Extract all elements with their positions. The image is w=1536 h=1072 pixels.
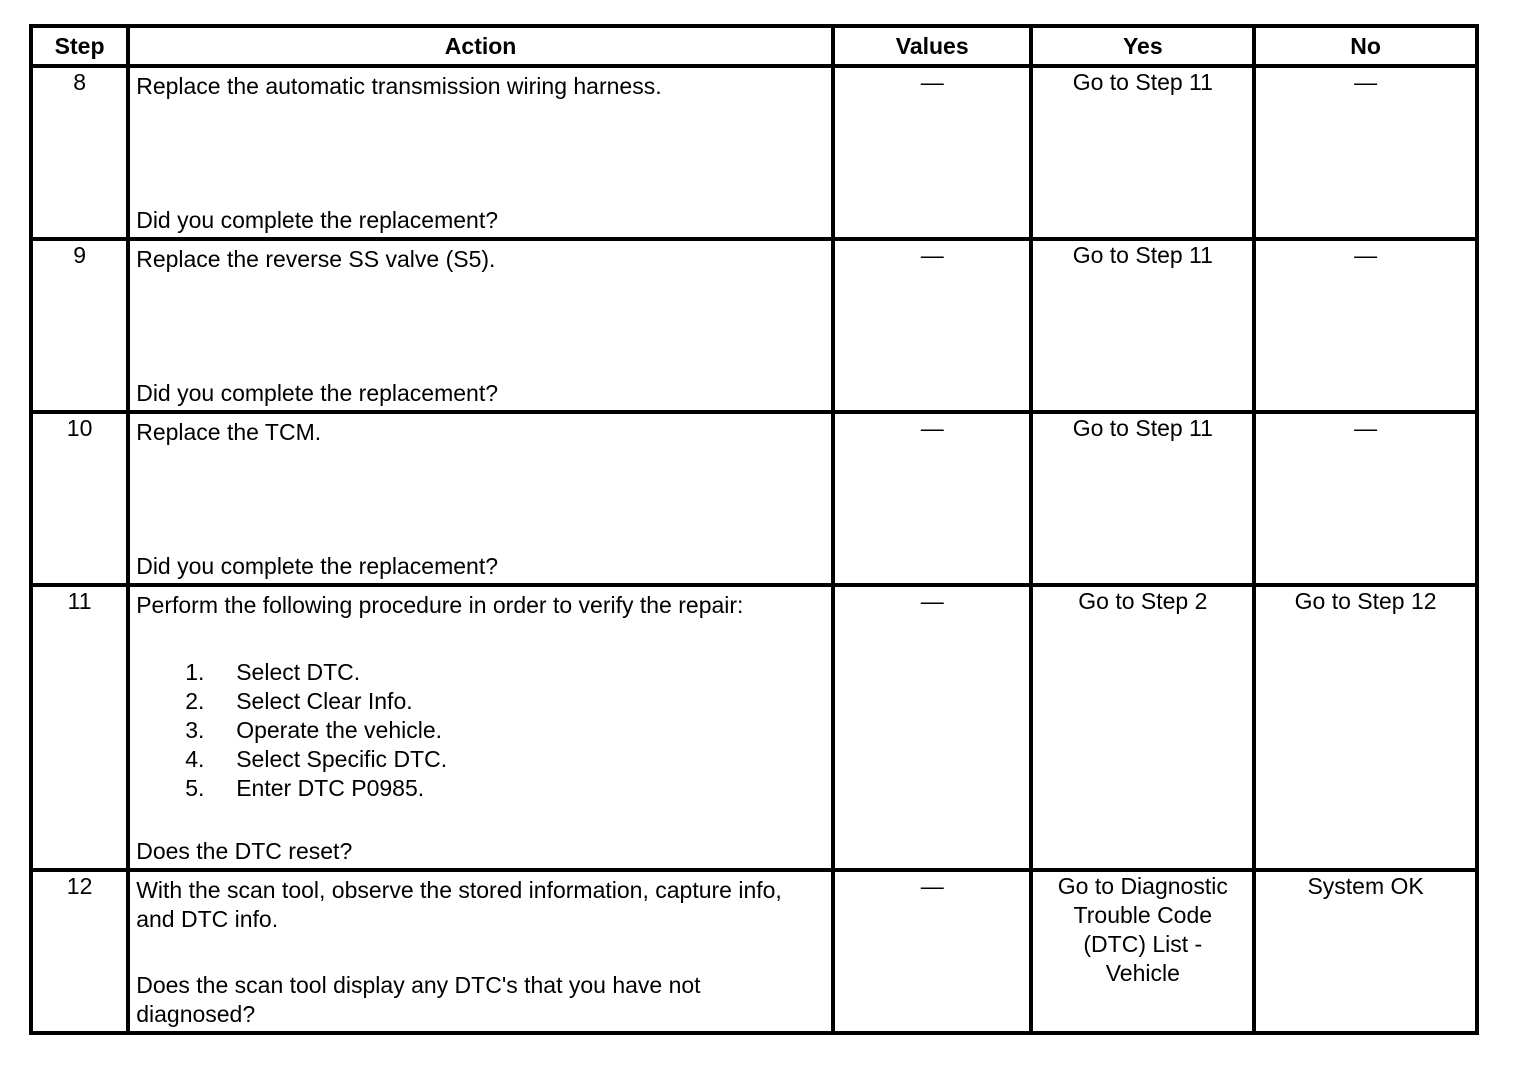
yes-cell [1031,870,1254,1033]
yes-cell: Go to Step 11 [1031,239,1254,412]
action-question: Did you complete the replacement? [136,553,499,579]
procedure-text: Select Specific DTC. [236,746,448,772]
procedure-number: 2. [185,688,205,714]
values-cell: — [833,870,1031,1033]
procedure-text: Select DTC. [236,659,361,685]
action-instruction: Perform the following procedure in order to verify the repair: [136,592,744,618]
table-row-step-12 [31,870,1477,1033]
procedure-text: Enter DTC P0985. [236,775,425,801]
header-action: Action [128,26,833,66]
no-cell: — [1254,66,1477,239]
step-number: 11 [31,585,128,870]
procedure-item [185,716,825,745]
yes-text: Go to Diagnostic Trouble Code (DTC) List - Vehicle [1057,873,1228,986]
step-number: 8 [31,66,128,239]
header-step: Step [31,26,128,66]
action-instruction: Replace the TCM. [136,419,322,445]
action-cell [128,239,833,412]
action-cell [128,585,833,870]
values-cell: — [833,239,1031,412]
procedure-item [185,745,825,774]
procedure-item [185,658,825,687]
procedure-text: Operate the vehicle. [236,717,443,743]
values-cell: — [833,412,1031,585]
action-question: Does the scan tool display any DTC's that you have not diagnosed? [136,972,701,1027]
table-row-step-10 [31,412,1477,585]
procedure-list [136,658,825,803]
diagnostic-table [29,24,1479,1035]
no-cell: — [1254,239,1477,412]
table-row-step-8 [31,66,1477,239]
procedure-item [185,774,825,803]
values-cell: — [833,585,1031,870]
no-cell: — [1254,412,1477,585]
table-row-step-9 [31,239,1477,412]
action-question: Does the DTC reset? [136,838,353,864]
header-values: Values [833,26,1031,66]
yes-cell: Go to Step 11 [1031,66,1254,239]
action-instruction: Replace the reverse SS valve (S5). [136,246,496,272]
yes-cell: Go to Step 11 [1031,412,1254,585]
step-number: 10 [31,412,128,585]
procedure-number: 5. [185,775,205,801]
header-yes: Yes [1031,26,1254,66]
action-question: Did you complete the replacement? [136,207,499,233]
procedure-number: 1. [185,659,205,685]
action-instruction: Replace the automatic transmission wiring harness. [136,73,662,99]
values-cell: — [833,66,1031,239]
step-number: 12 [31,870,128,1033]
header-row [31,26,1477,66]
header-no: No [1254,26,1477,66]
yes-cell: Go to Step 2 [1031,585,1254,870]
no-cell: System OK [1254,870,1477,1033]
action-question: Did you complete the replacement? [136,380,499,406]
table-row-step-11 [31,585,1477,870]
no-cell: Go to Step 12 [1254,585,1477,870]
procedure-text: Select Clear Info. [236,688,413,714]
action-cell [128,870,833,1033]
procedure-number: 4. [185,746,205,772]
procedure-number: 3. [185,717,205,743]
action-cell [128,412,833,585]
step-number: 9 [31,239,128,412]
procedure-item [185,687,825,716]
action-cell [128,66,833,239]
action-instruction: With the scan tool, observe the stored information, capture info, and DTC info. [136,877,782,932]
